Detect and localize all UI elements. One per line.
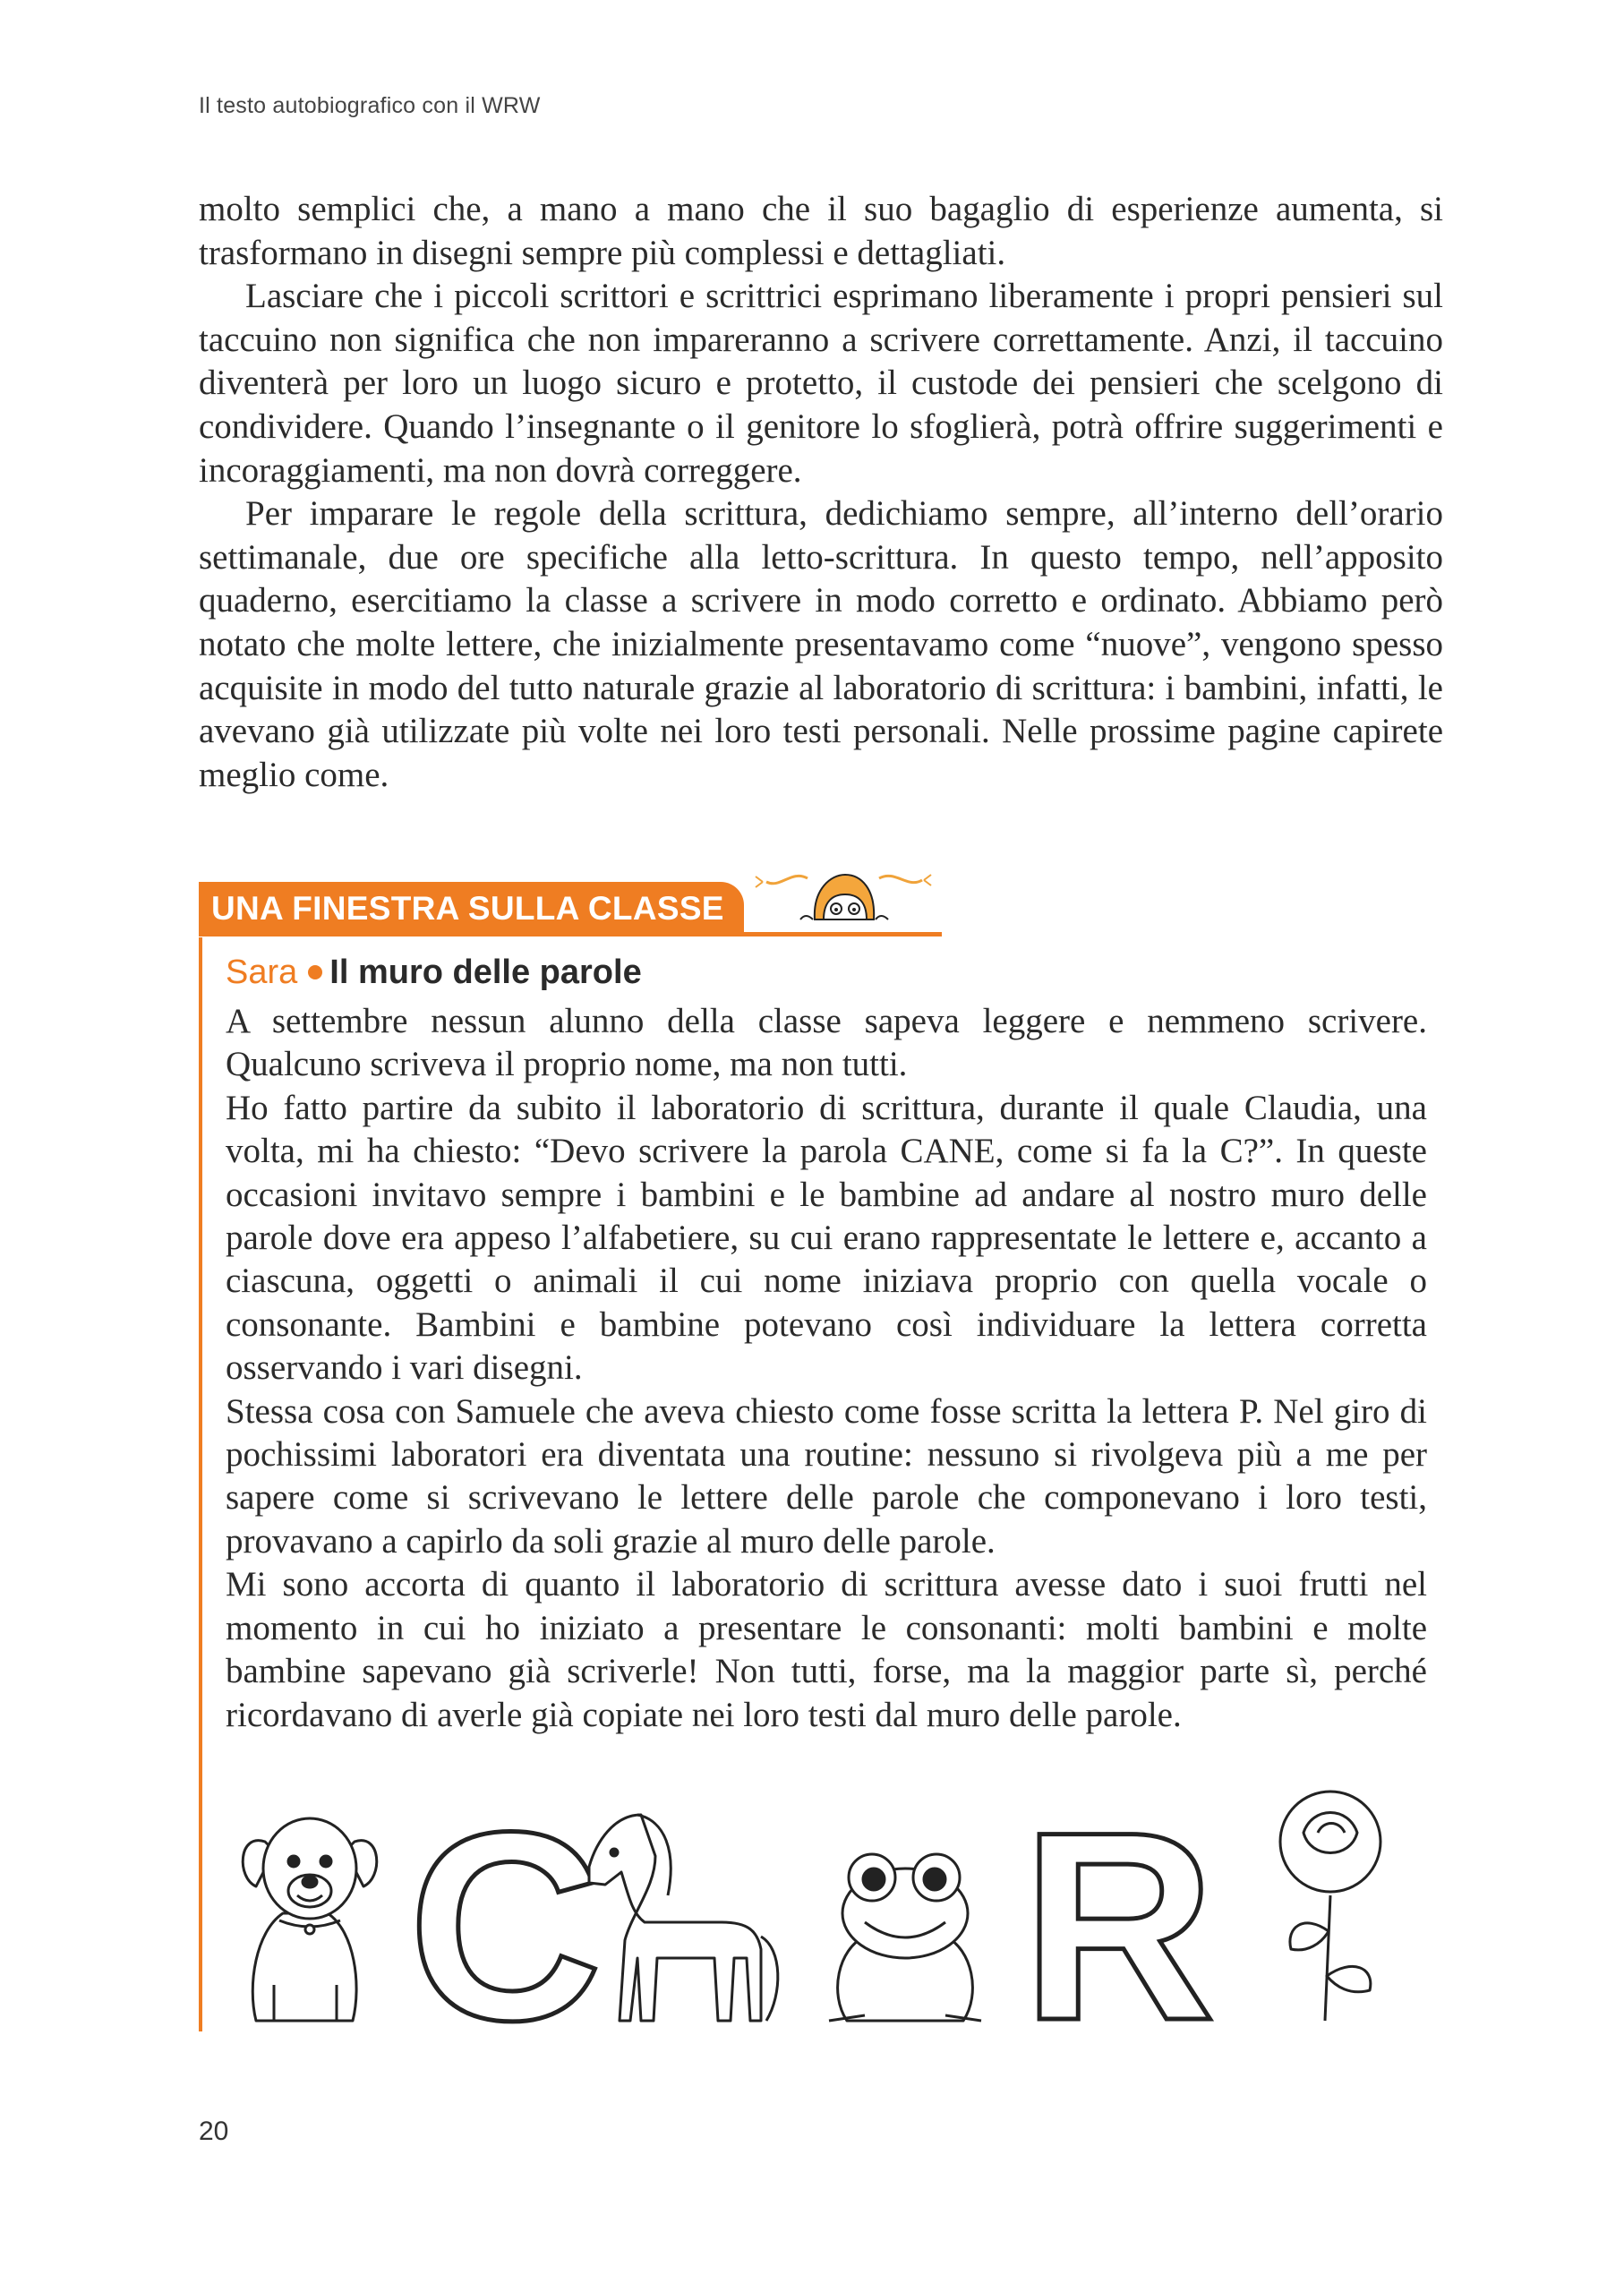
- letter-c: C: [408, 1779, 603, 2034]
- peeking-girl-icon: [745, 862, 951, 941]
- frog-icon: [829, 1854, 981, 2021]
- running-head: Il testo autobiografico con il WRW: [199, 93, 541, 118]
- horse-icon: [589, 1815, 778, 2021]
- bullet-dot-icon: [308, 965, 322, 979]
- box-title: [226, 954, 642, 992]
- alphabet-wall-drawings: [220, 1779, 1447, 2034]
- body-text: [199, 188, 1443, 797]
- page-number: 20: [199, 2117, 229, 2146]
- story-title: Il muro delle parole: [329, 954, 642, 991]
- dog-icon: [243, 1818, 377, 2021]
- class-window-box: [199, 884, 1452, 2032]
- box-text: [226, 1000, 1427, 1737]
- rose-icon: [1280, 1792, 1380, 2021]
- teacher-name: Sara: [226, 954, 298, 991]
- box-paragraph: Stessa cosa con Samuele che aveva chiesto come fosse scritta la lettera P. Nel giro di pochissimi laboratori era diventata una routine: nessuno si rivolgeva più a me per sapere come si scrivevano le lettere delle parole che componevano i loro testi, provavano a capirlo da soli grazie al muro delle parole.: [226, 1391, 1427, 1561]
- box-paragraph: A settembre nessun alunno della classe sapeva leggere e nemmeno scrivere. Qualcuno scriveva il proprio nome, ma non tutti.: [226, 1002, 1427, 1084]
- letter-r: R: [1021, 1779, 1216, 2034]
- box-paragraph: Mi sono accorta di quanto il laboratorio di scrittura avesse dato i suoi frutti nel momento in cui ho iniziato a presentare le consonanti: molti bambini e molte bambine sapevano già scriverle! Non tutti, forse, ma la maggior parte sì, perché ricordavano di averle già copiate nei loro testi dal muro delle parole.: [226, 1565, 1427, 1734]
- paragraph-notebook: Lasciare che i piccoli scrittori e scrittrici esprimano liberamente i propri pensieri sul taccuino non significa che non impareranno a scrivere correttamente. Anzi, il taccuino diventerà per loro un luogo sicuro e protetto, il custode dei pensieri che scelgono di condividere. Quando l’insegnante o il genitore lo sfoglierà, potrà offrire suggerimenti e incoraggiamenti, ma non dovrà correggere.: [199, 277, 1443, 490]
- box-paragraph: Ho fatto partire da subito il laboratorio di scrittura, durante il quale Claudia, una volta, mi ha chiesto: “Devo scrivere la parola CANE, come si fa la C?”. In queste occasioni invitavo sempre i bambini e le bambine ad andare al nostro muro delle parole dove era appeso l’alfabetiere, su cui erano rappresentate le lettere e, accanto a ciascuna, oggetti o animali il cui nome iniziava proprio con quella vocale o consonante. Bambini e bambine potevano così individuare la lettera corretta osservando i vari disegni.: [226, 1088, 1427, 1388]
- paragraph-rules: Per imparare le regole della scrittura, dedichiamo sempre, all’interno dell’orario settimanale, due ore specifiche alla letto-scrittura. In questo tempo, nell’apposito quaderno, esercitiamo la classe a scrivere in modo corretto e ordinato. Abbiamo però notato che molte lettere, che inizialmente presentavamo come “nuove”, vengono spesso acquisite in modo del tutto naturale grazie al laboratorio di scrittura: i bambini, infatti, le avevano già utilizzate più volte nei loro testi personali. Nelle prossime pagine capirete meglio come.: [199, 494, 1443, 794]
- paragraph-continuation: molto semplici che, a mano a mano che il suo bagaglio di esperienze aumenta, si trasformano in disegni sempre più complessi e dettagliati.: [199, 190, 1443, 272]
- box-left-rule: [199, 937, 202, 2031]
- box-tab-label: UNA FINESTRA SULLA CLASSE: [199, 882, 744, 934]
